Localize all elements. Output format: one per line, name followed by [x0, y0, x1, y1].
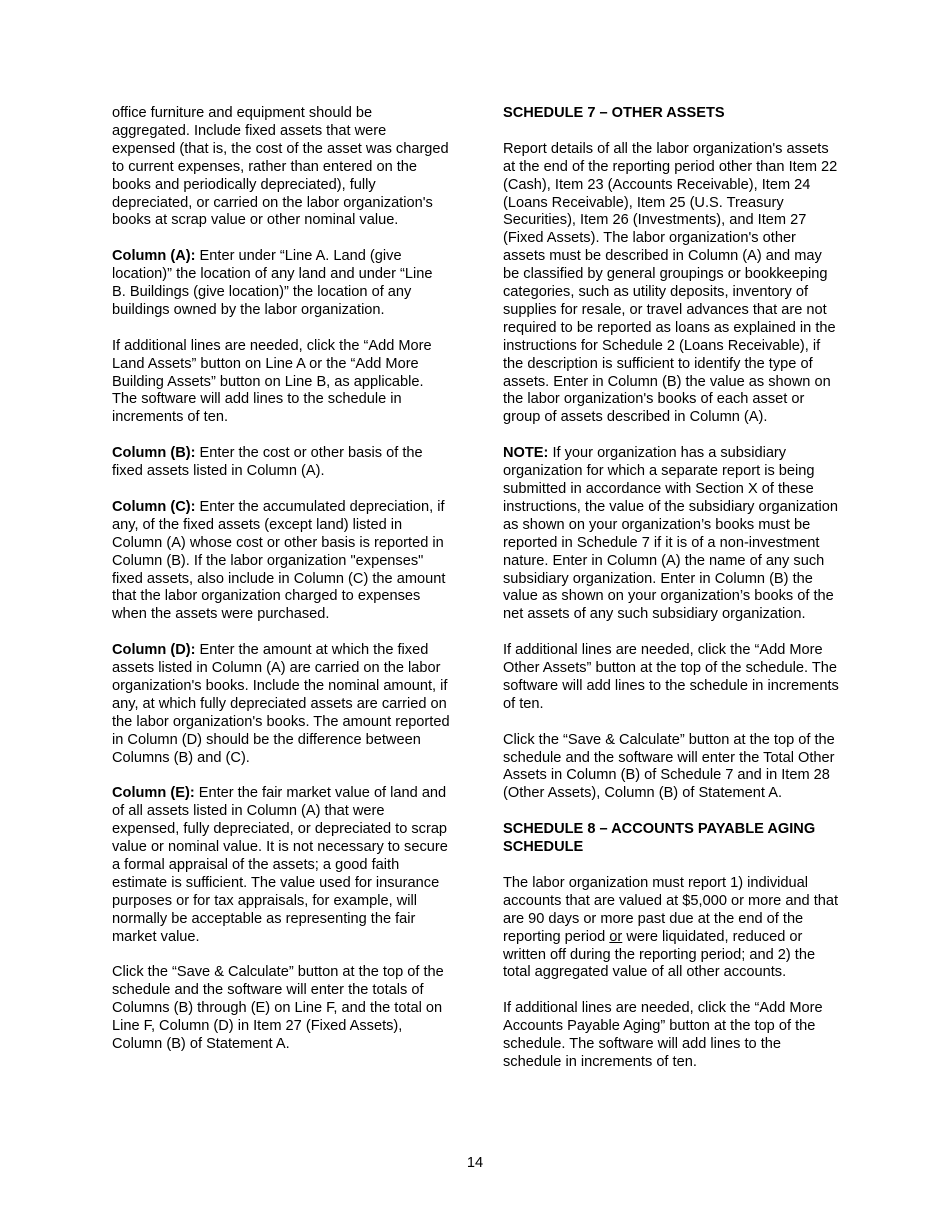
column-c-text: Enter the accumulated depreciation, if any, of the fixed assets (except land) listed in Column (A) whose cost or other basis is reported in Column (B). If the labor organization "expenses" fixed assets, also include in Column (C) the amount that the labor organization charged to expenses when the assets were purchased. [112, 498, 446, 623]
schedule-8-text-end: were liquidated, reduced or written off during the reporting period; and 2) the total aggregated value of all other accounts. [503, 928, 816, 981]
column-a-text: Enter under “Line A. Land (give location)” the location of any land and under “Line B. Buildings (give location)” the location of any buildings owned by the labor organization. [112, 248, 433, 318]
schedule-7-add-lines-paragraph: If additional lines are needed, click the “Add More Other Assets” button at the top of the schedule. The software will add lines to the schedule in increments of ten. [503, 642, 839, 712]
column-a-paragraph [112, 248, 450, 320]
right-column [503, 105, 841, 1090]
column-b-paragraph [112, 445, 450, 481]
schedule-8-text-start: The labor organization must report 1) individual accounts that are valued at $5,000 or more and that are 90 days or more past due at the end of the reporting period [503, 874, 839, 945]
column-b-text: Enter the cost or other basis of the fixed assets listed in Column (A). [112, 445, 423, 480]
column-e-paragraph [112, 785, 450, 946]
schedule-7-heading: SCHEDULE 7 – OTHER ASSETS [503, 105, 725, 121]
column-b-lead: Column (B): [112, 445, 196, 462]
note-paragraph [503, 445, 841, 624]
column-d-text: Enter the amount at which the fixed assets listed in Column (A) are carried on the labor organization's books. Include the nominal amount, if any, at which fully depreciated assets are carried on the labor organization's books. The amount reported in Column (D) should be the difference between Columns (B) and (C). [112, 642, 450, 766]
schedule-8-heading: SCHEDULE 8 – ACCOUNTS PAYABLE AGING SCHEDULE [503, 821, 816, 856]
schedule-8-description-paragraph [503, 875, 841, 982]
note-lead: NOTE: [503, 445, 549, 462]
note-text: If your organization has a subsidiary organization for which a separate report is being submitted in accordance with Section X of these instructions, the value of the subsidiary organization as shown on your organization’s books must be reported in Schedule 7 if it is of a non-investment nature. Enter in Column (A) the name of any such subsidiary organization. Enter in Column (B) the value as shown on your organization’s books of the net assets of any such subsidiary organization. [503, 445, 839, 623]
schedule-7-save-calculate-paragraph: Click the “Save & Calculate” button at the top of the schedule and the software will enter the Total Other Assets in Column (B) of Schedule 7 and in Item 28 (Other Assets), Column (B) of Statement A. [503, 731, 835, 802]
column-c-lead: Column (C): [112, 498, 196, 515]
column-e-lead: Column (E): [112, 785, 195, 802]
column-d-lead: Column (D): [112, 642, 196, 659]
fixed-assets-intro-paragraph: office furniture and equipment should be aggregated. Include fixed assets that were expensed (that is, the cost of the asset was charged to current expenses, rather than entered on the books and periodically depreciated), fully depreciated, or carried on the labor organization's books at scrap value or other nominal value. [112, 105, 449, 229]
column-c-paragraph [112, 499, 450, 624]
page-number: 14 [466, 1155, 484, 1171]
schedule-7-description-paragraph: Report details of all the labor organization's assets at the end of the reporting period other than Item 22 (Cash), Item 23 (Accounts Receivable), Item 24 (Loans Receivable), Item 25 (U.S. Treasury Securities), Item 26 (Investments), and Item 27 (Fixed Assets). The labor organization's other assets must be described in Column (A) and may be classified by general groupings or bookkeeping categories, such as utility deposits, inventory of supplies for resale, or travel advances that are not required to be reported as loans as explained in the instructions for Schedule 2 (Loans Receivable), if the description is sufficient to identify the type of assets. Enter in Column (B) the value as shown on the labor organization's books of each asset or group of assets described in Column (A). [503, 140, 838, 426]
add-lines-paragraph: If additional lines are needed, click the “Add More Land Assets” button on Line A or the “Add More Building Assets” button on Line B, as applicable. The software will add lines to the schedule in increments of ten. [112, 337, 432, 426]
save-calculate-paragraph: Click the “Save & Calculate” button at the top of the schedule and the software will enter the totals of Columns (B) through (E) on Line F, and the total on Line F, Column (D) in Item 27 (Fixed Assets), Column (B) of Statement A. [112, 964, 444, 1053]
column-a-lead: Column (A): [112, 248, 196, 265]
left-column [112, 105, 450, 1072]
underlined-or: or [609, 928, 623, 945]
schedule-8-add-lines-paragraph: If additional lines are needed, click the “Add More Accounts Payable Aging” button at the top of the schedule. The software will add lines to the schedule in increments of ten. [503, 1000, 823, 1070]
column-e-text: Enter the fair market value of land and of all assets listed in Column (A) that were expensed, fully depreciated, or depreciated to scrap value or nominal value. It is not necessary to secure a formal appraisal of the assets; a good faith estimate is sufficient. The value used for insurance purposes or for tax appraisals, for example, will normally be acceptable as representing the fair market value. [112, 785, 448, 945]
column-d-paragraph [112, 642, 450, 767]
